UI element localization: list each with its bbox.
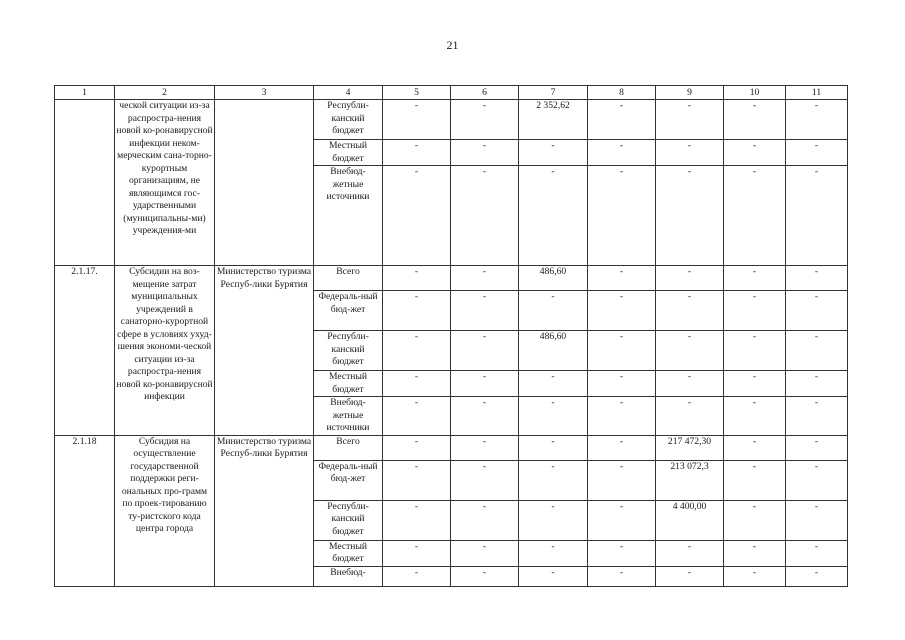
value-cell: - [383,371,451,397]
row-number: 2.1.17. [55,266,115,436]
value-cell: - [383,291,451,331]
row-description: Субсидия на осуществление государственной поддержки реги-ональных про-грамм по проек-тированию ту-ристского кода центра города [115,435,215,586]
value-cell: - [519,140,588,166]
header-col-2: 2 [115,86,215,100]
value-cell: - [786,100,848,140]
value-cell: - [519,566,588,586]
value-cell: - [519,371,588,397]
value-cell: - [588,435,656,460]
value-cell: - [519,397,588,436]
value-cell: - [656,266,724,291]
value-cell: - [451,140,519,166]
value-cell: - [656,331,724,371]
value-cell: - [786,331,848,371]
value-cell: 486,60 [519,331,588,371]
funding-source: Всего [314,435,383,460]
value-cell: - [588,460,656,500]
header-col-5: 5 [383,86,451,100]
header-col-7: 7 [519,86,588,100]
value-cell: - [383,540,451,566]
header-col-10: 10 [724,86,786,100]
funding-source: Всего [314,266,383,291]
value-cell: - [383,460,451,500]
value-cell: - [519,540,588,566]
funding-source: Местный бюджет [314,140,383,166]
funding-source: Местный бюджет [314,540,383,566]
header-col-3: 3 [215,86,314,100]
table-row [55,266,848,291]
value-cell: - [656,566,724,586]
value-cell: - [786,266,848,291]
value-cell: - [724,371,786,397]
funding-source: Федераль-ный бюд-жет [314,291,383,331]
value-cell: - [588,397,656,436]
value-cell: - [724,397,786,436]
value-cell: - [383,331,451,371]
value-cell: - [451,331,519,371]
header-col-6: 6 [451,86,519,100]
value-cell: - [724,266,786,291]
value-cell: 2 352,62 [519,100,588,140]
value-cell: - [383,397,451,436]
value-cell: - [724,460,786,500]
value-cell: - [451,291,519,331]
budget-table [54,85,848,587]
value-cell: - [786,291,848,331]
value-cell: 217 472,30 [656,435,724,460]
value-cell: - [519,166,588,266]
value-cell: - [588,540,656,566]
value-cell: - [656,291,724,331]
value-cell: - [656,397,724,436]
value-cell: - [786,435,848,460]
funding-source: Внебюд- [314,566,383,586]
value-cell: - [383,500,451,540]
funding-source: Внебюд-жетные источники [314,397,383,436]
value-cell: - [656,540,724,566]
value-cell: - [724,566,786,586]
value-cell: 486,60 [519,266,588,291]
value-cell: - [519,460,588,500]
value-cell: - [451,540,519,566]
value-cell: - [724,331,786,371]
value-cell: - [451,166,519,266]
value-cell: - [588,266,656,291]
value-cell: - [786,371,848,397]
value-cell: - [383,266,451,291]
value-cell: - [451,500,519,540]
value-cell: - [656,371,724,397]
row-number: 2.1.18 [55,435,115,586]
value-cell: - [588,331,656,371]
funding-source: Федераль-ный бюд-жет [314,460,383,500]
value-cell: - [786,140,848,166]
value-cell: - [588,166,656,266]
value-cell: - [519,291,588,331]
value-cell: - [451,460,519,500]
row-ministry [215,100,314,266]
header-row [55,86,848,100]
value-cell: - [451,100,519,140]
value-cell: - [656,166,724,266]
value-cell: - [451,266,519,291]
value-cell: - [724,100,786,140]
value-cell: - [383,140,451,166]
value-cell: - [786,566,848,586]
page-number: 21 [446,38,459,52]
value-cell: - [724,166,786,266]
row-description: Субсидии на воз-мещение затрат муниципальных учреждений в санаторно-курортной сфере в условиях ухуд-шения экономи-ческой ситуации из-за распростра-нения новой ко-ронавирусной инфекции [115,266,215,436]
header-col-8: 8 [588,86,656,100]
value-cell: - [786,540,848,566]
value-cell: - [786,500,848,540]
value-cell: - [786,460,848,500]
row-number [55,100,115,266]
header-col-1: 1 [55,86,115,100]
value-cell: - [724,540,786,566]
funding-source: Местный бюджет [314,371,383,397]
value-cell: - [588,500,656,540]
value-cell: - [451,566,519,586]
value-cell: - [786,166,848,266]
value-cell: - [724,140,786,166]
value-cell: - [519,500,588,540]
value-cell: - [383,100,451,140]
row-description: ческой ситуации из-за распростра-нения новой ко-ронавирусной инфекции неком-мерческим сана-торно-курортным организациям, не являющимся гос-ударственными (муниципальны-ми) учреждения-ми [115,100,215,266]
value-cell: - [588,100,656,140]
value-cell: - [724,435,786,460]
value-cell: - [383,166,451,266]
value-cell: - [588,291,656,331]
value-cell: 213 072,3 [656,460,724,500]
value-cell: - [588,140,656,166]
value-cell: 4 400,00 [656,500,724,540]
value-cell: - [519,435,588,460]
header-col-4: 4 [314,86,383,100]
value-cell: - [724,500,786,540]
header-col-11: 11 [786,86,848,100]
value-cell: - [588,371,656,397]
value-cell: - [656,140,724,166]
value-cell: - [724,291,786,331]
funding-source: Республи-канский бюджет [314,331,383,371]
header-col-9: 9 [656,86,724,100]
funding-source: Республи-канский бюджет [314,100,383,140]
funding-source: Республи-канский бюджет [314,500,383,540]
value-cell: - [451,371,519,397]
value-cell: - [383,566,451,586]
value-cell: - [451,397,519,436]
value-cell: - [786,397,848,436]
row-ministry: Министерство туризма Респуб-лики Бурятия [215,435,314,586]
value-cell: - [383,435,451,460]
table-row [55,435,848,460]
value-cell: - [588,566,656,586]
funding-source: Внебюд-жетные источники [314,166,383,266]
value-cell: - [656,100,724,140]
value-cell: - [451,435,519,460]
row-ministry: Министерство туризма Респуб-лики Бурятия [215,266,314,436]
table-row [55,100,848,140]
